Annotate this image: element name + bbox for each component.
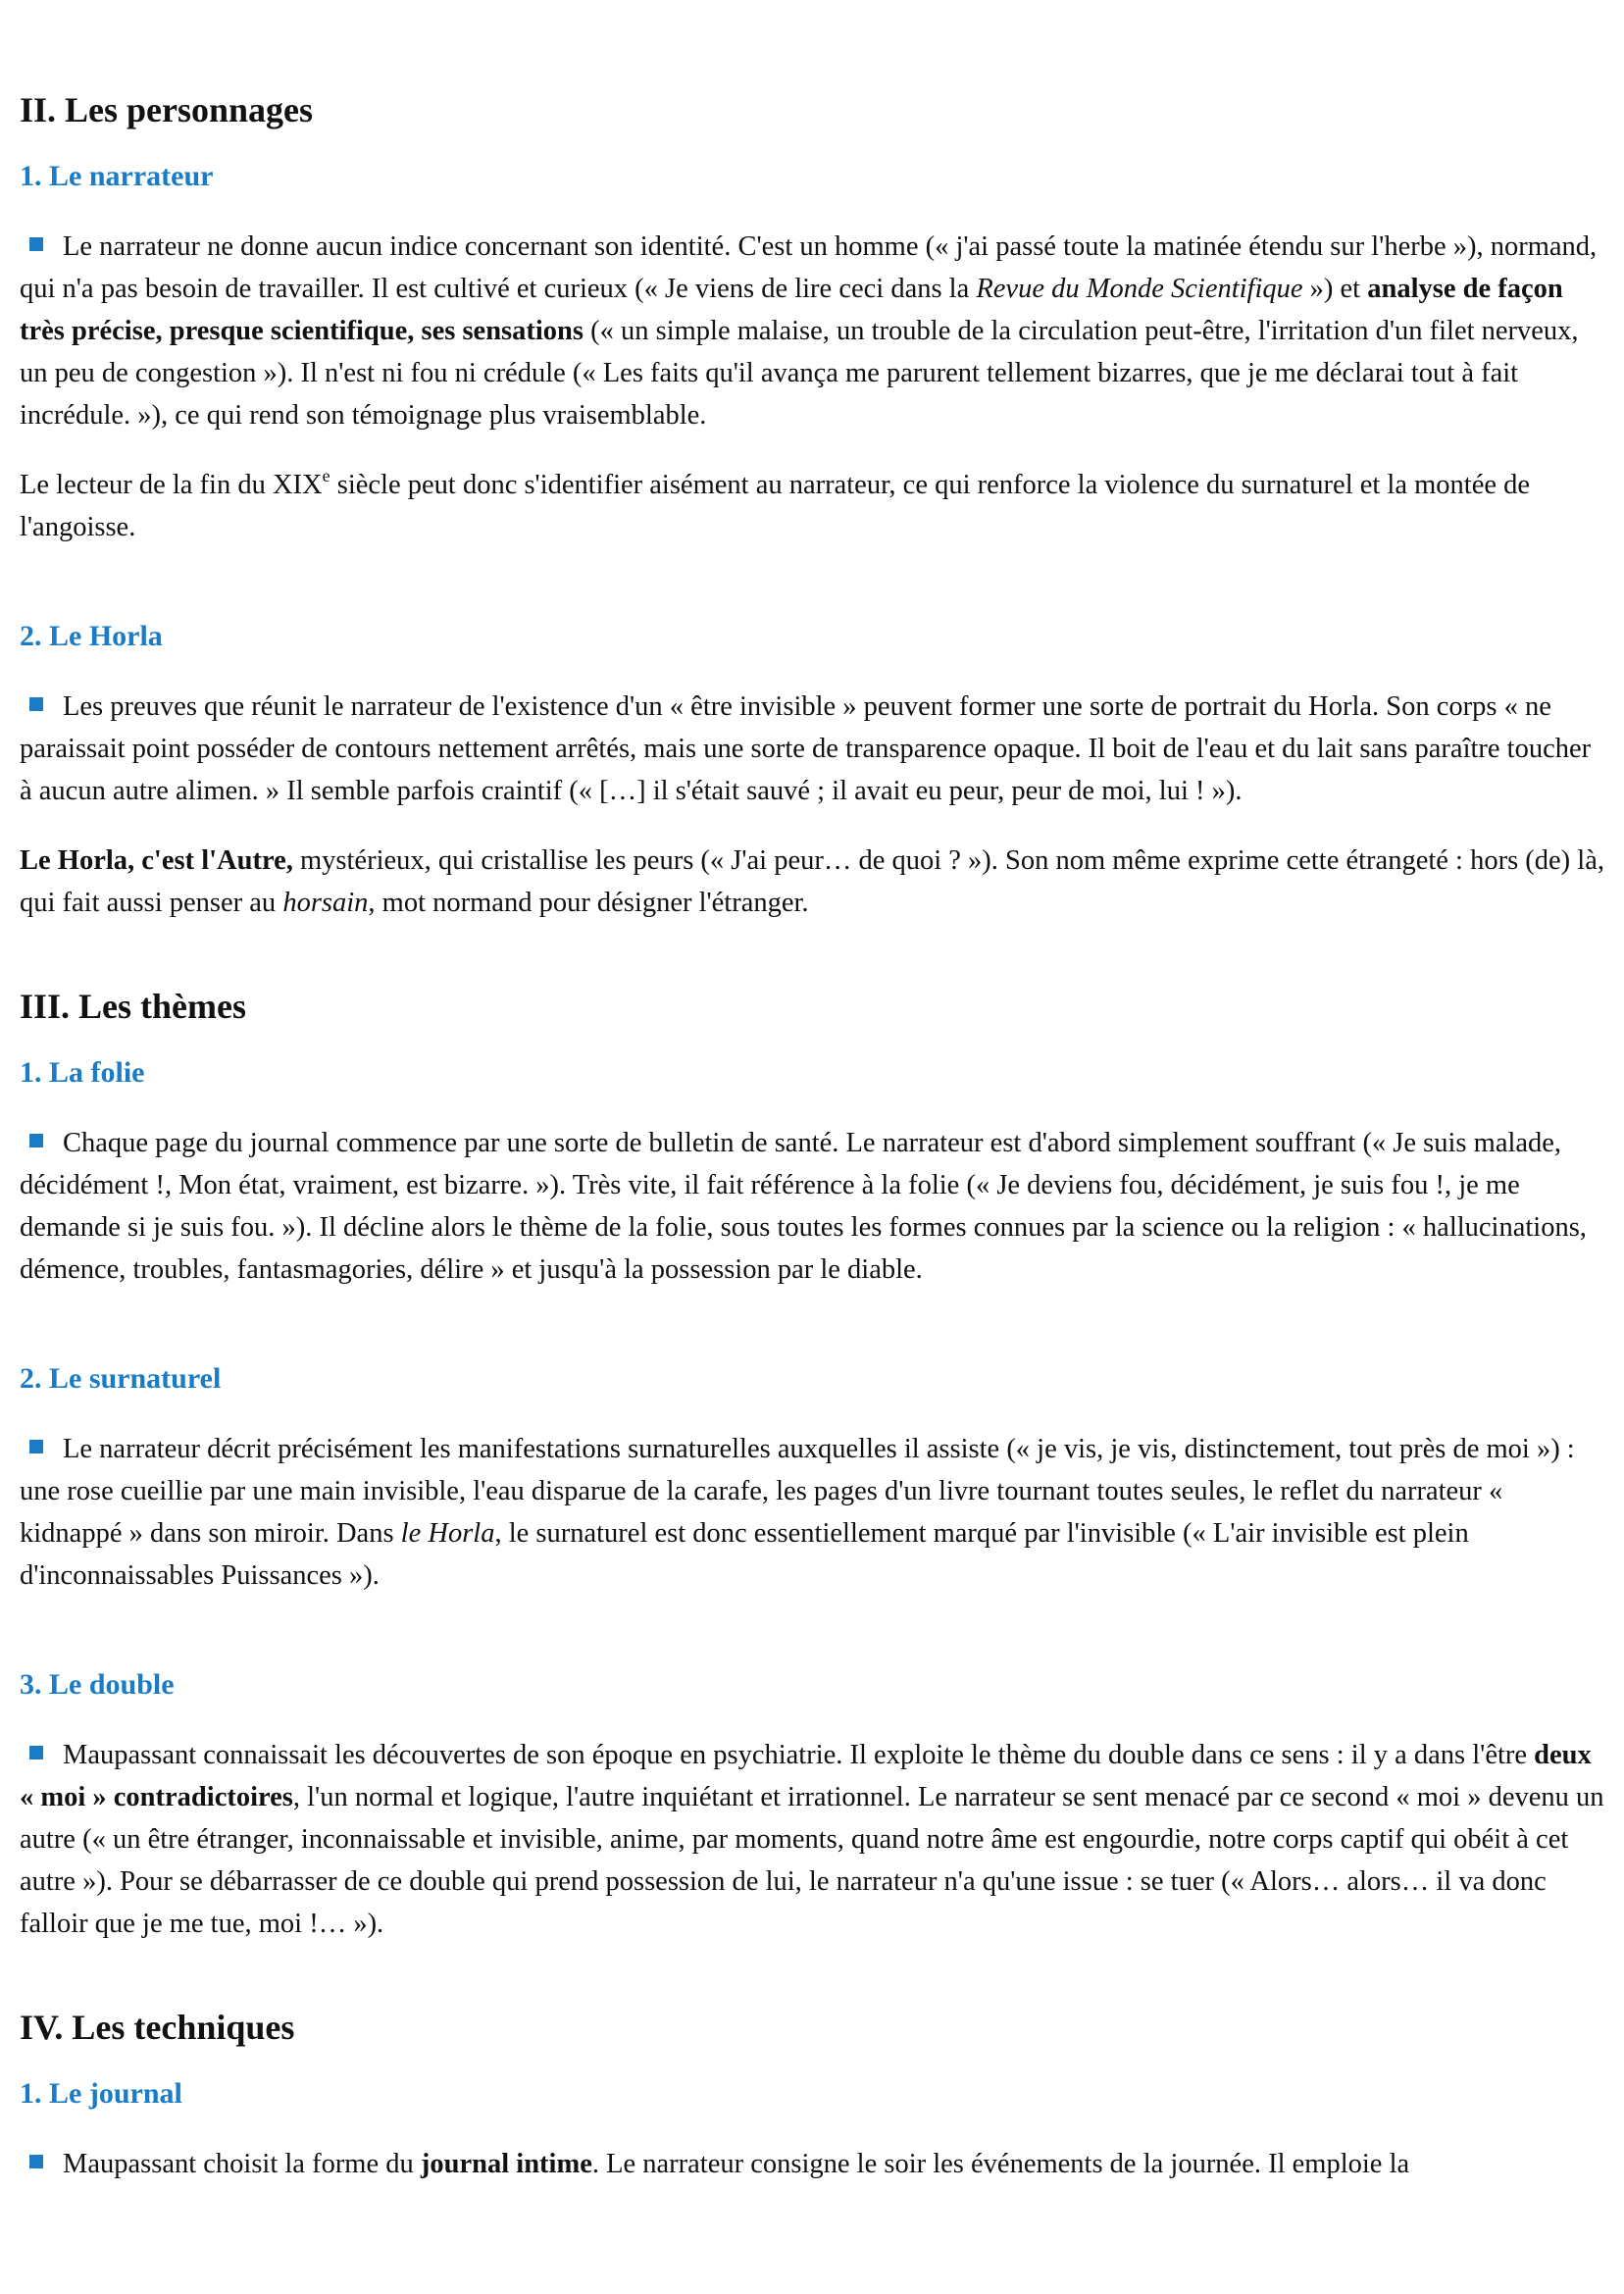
paragraph-double-1: Maupassant connaissait les découvertes de son époque en psychiatrie. Il exploite le thème du double dans ce sens : il y a dans l'être deux « moi » contradictoires, l'un normal et logique, l'autre inquiétant et irrationnel. Le narrateur se sent menacé par ce second « moi » devenu un autre (« un être étranger, inconnaissable et invisible, anime, par moments, quand notre âme est engourdie, notre corps captif qui obéit à cet autre »). Pour se débarrasser de ce double qui prend possession de lui, le narrateur n'a qu'une issue : se tuer (« Alors… alors… il va donc falloir que je me tue, moi !… »). <box>20 1740 1604 1939</box>
subsection-title-horla: 2. Le Horla <box>20 620 163 652</box>
paragraph-journal-1: Maupassant choisit la forme du journal intime. Le narrateur consigne le soir les événements de la journée. Il emploie la <box>20 2143 1604 2185</box>
section-title-personnages: II. Les personnages <box>20 90 314 129</box>
subsection-title-double: 3. Le double <box>20 1668 175 1701</box>
section-title-techniques: IV. Les techniques <box>20 2008 295 2047</box>
section-title-themes: III. Les thèmes <box>20 987 246 1026</box>
paragraph-narrateur-2: Le lecteur de la fin du XIXe siècle peut donc s'identifier aisément au narrateur, ce qui renforce la violence du surnaturel et la montée de l'angoisse. <box>20 466 1531 542</box>
paragraph-surnaturel-1: Le narrateur décrit précisément les manifestations surnaturelles auxquelles il assiste (« je vis, je vis, distinctement, tout près de moi ») : une rose cueillie par une main invisible, l'eau disparue de la carafe, les pages d'un livre tournant toutes seules, le reflet du narrateur « kidnappé » dans son miroir. Dans le Horla, le surnaturel est donc essentiellement marqué par l'invisible (« L'air invisible est plein d'inconnaissables Puissances »). <box>20 1434 1575 1591</box>
paragraph-narrateur-1: Le narrateur ne donne aucun indice concernant son identité. C'est un homme (« j'ai passé toute la matinée étendu sur l'herbe »), normand, qui n'a pas besoin de travailler. Il est cultivé et curieux (« Je viens de lire ceci dans la Revue du Monde Scientifique ») et analyse de façon très précise, presque scientifique, ses sensations (« un simple malaise, un trouble de la circulation peut-être, l'irritation d'un filet nerveux, un peu de congestion »). Il n'est ni fou ni crédule (« Les faits qu'il avança me parurent tellement bizarres, que je me déclarai tout à fait incrédule. »), ce qui rend son témoignage plus vraisemblable. <box>20 231 1598 431</box>
subsection-title-narrateur: 1. Le narrateur <box>20 160 214 192</box>
emphasis-text: analyse de façon très précise, presque scientifique, ses sensations <box>20 274 1563 346</box>
square-bullet-icon <box>29 237 43 251</box>
subsection-title-folie: 1. La folie <box>20 1056 145 1089</box>
subsection-title-journal: 1. Le journal <box>20 2077 182 2110</box>
paragraph-horla-2: Le Horla, c'est l'Autre, mystérieux, qui cristallise les peurs (« J'ai peur… de quoi ? »). Son nom même exprime cette étrangeté : hors (de) là, qui fait aussi penser au horsain, mot normand pour désigner l'étranger. <box>20 845 1604 918</box>
square-bullet-icon <box>29 1134 43 1147</box>
paragraph-folie-1: Chaque page du journal commence par une sorte de bulletin de santé. Le narrateur est d'abord simplement souffrant (« Je suis malade, décidément !, Mon état, vraiment, est bizarre. »). Très vite, il fait référence à la folie (« Je deviens fou, décidément, je suis fou !, je me demande si je suis fou. »). Il décline alors le thème de la folie, sous toutes les formes connues par la science ou la religion : « hallucinations, démence, troubles, fantasmagories, délire » et jusqu'à la possession par le diable. <box>20 1128 1587 1285</box>
subsection-title-surnaturel: 2. Le surnaturel <box>20 1362 222 1395</box>
emphasis-text: Le Horla, c'est l'Autre, <box>20 845 293 876</box>
emphasis-text: deux « moi » contradictoires <box>20 1740 1592 1812</box>
square-bullet-icon <box>29 1746 43 1759</box>
square-bullet-icon <box>29 697 43 711</box>
paragraph-horla-1: Les preuves que réunit le narrateur de l'existence d'un « être invisible » peuvent former une sorte de portrait du Horla. Son corps « ne paraissait point posséder de contours nettement arrêtés, mais une sorte de transparence opaque. Il boit de l'eau et du lait sans paraître toucher à aucun autre alimen. » Il semble parfois craintif (« […] il s'était sauvé ; il avait eu peur, peur de moi, lui ! »). <box>20 691 1592 806</box>
square-bullet-icon <box>29 1440 43 1453</box>
emphasis-text: journal intime <box>420 2149 592 2179</box>
square-bullet-icon <box>29 2155 43 2168</box>
